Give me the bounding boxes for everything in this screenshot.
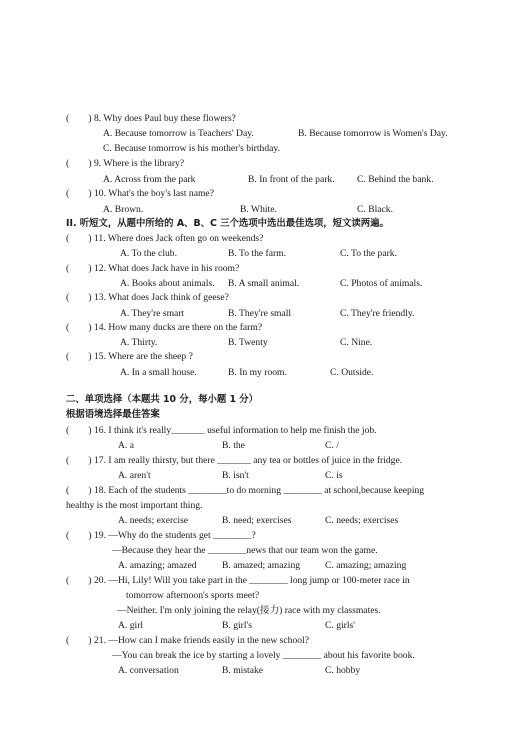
question-18-continued: healthy is the most important thing. xyxy=(66,500,203,511)
q14-option-c: C. Nine. xyxy=(340,337,373,348)
question-20-continued: tomorrow afternoon's sports meet? xyxy=(126,590,260,601)
question-12: ( ) 12. What does Jack have in his room? xyxy=(66,263,240,274)
q21-option-a: A. conversation xyxy=(118,665,179,676)
q15-option-b: B. In my room. xyxy=(228,367,287,378)
q11-option-a: A. To the club. xyxy=(120,248,177,259)
q15-option-a: A. In a small house. xyxy=(120,367,197,378)
question-20: ( ) 20. —Hi, Lily! Will you take part in the ________ long jump or 100-meter race in xyxy=(66,575,410,586)
listening-section-heading: II. 听短文，从题中所给的 A、B、C 三个选项中选出最佳选项，短文读两遍。 xyxy=(66,218,389,229)
q17-option-b: B. isn't xyxy=(222,470,249,481)
choice-section-subheading: 根据语境选择最佳答案 xyxy=(66,409,160,420)
q10-option-b: B. White. xyxy=(240,204,277,215)
q20-option-c: C. girls' xyxy=(325,620,355,631)
q11-option-c: C. To the park. xyxy=(340,248,397,259)
q17-option-a: A. aren't xyxy=(118,470,151,481)
q21-option-b: B. mistake xyxy=(222,665,264,676)
q9-option-b: B. In front of the park. xyxy=(248,174,335,185)
q14-option-b: B. Twenty xyxy=(228,337,268,348)
question-13: ( ) 13. What does Jack think of geese? xyxy=(66,292,229,303)
q15-option-c: C. Outside. xyxy=(330,367,374,378)
q16-option-a: A. a xyxy=(118,440,134,451)
q8-option-a: A. Because tomorrow is Teachers' Day. xyxy=(103,128,254,139)
q16-option-c: C. / xyxy=(325,440,339,451)
q19-option-a: A. amazing; amazed xyxy=(118,560,197,571)
q21-option-c: C. hobby xyxy=(325,665,361,676)
q8-option-c: C. Because tomorrow is his mother's birthday. xyxy=(103,143,280,154)
question-17: ( ) 17. I am really thirsty, but there _______ any tea or bottles of juice in the fridge. xyxy=(66,455,403,466)
q19-option-c: C. amazing; amazing xyxy=(325,560,407,571)
q11-option-b: B. To the farm. xyxy=(228,248,287,259)
q18-option-b: B. need; exercises xyxy=(222,515,292,526)
question-19: ( ) 19. —Why do the students get ________? xyxy=(66,530,256,541)
q13-option-b: B. They're small xyxy=(228,308,292,319)
q18-option-a: A. needs; exercise xyxy=(118,515,189,526)
question-20-reply: —Neither. I'm only joining the relay(接力) race with my classmates. xyxy=(117,605,381,616)
question-8: ( ) 8. Why does Paul buy these flowers? xyxy=(66,113,236,124)
question-21-reply: —You can break the ice by starting a lovely ________ about his favorite book. xyxy=(112,650,415,661)
q19-option-b: B. amazed; amazing xyxy=(222,560,301,571)
q13-option-a: A. They're smart xyxy=(120,308,185,319)
question-14: ( ) 14. How many ducks are there on the farm? xyxy=(66,322,263,333)
q16-option-b: B. the xyxy=(222,440,245,451)
q18-option-c: C. needs; exercises xyxy=(325,515,399,526)
question-11: ( ) 11. Where does Jack often go on weekends? xyxy=(66,233,264,244)
question-21: ( ) 21. —How can I make friends easily in the new school? xyxy=(66,635,309,646)
q10-option-a: A. Brown. xyxy=(103,204,144,215)
question-9: ( ) 9. Where is the library? xyxy=(66,158,185,169)
q12-option-c: C. Photos of animals. xyxy=(340,278,423,289)
q13-option-c: C. They're friendly. xyxy=(340,308,415,319)
q20-option-b: B. girl's xyxy=(222,620,252,631)
choice-section-heading: 二、单项选择（本题共 10 分，每小题 1 分） xyxy=(66,394,259,405)
question-15: ( ) 15. Where are the sheep ? xyxy=(66,351,193,362)
q20-option-a: A. girl xyxy=(118,620,144,631)
question-18: ( ) 18. Each of the students ________to do morning ________ at school,because keeping xyxy=(66,485,425,496)
q9-option-c: C. Behind the bank. xyxy=(357,174,434,185)
q14-option-a: A. Thirty. xyxy=(120,337,158,348)
q12-option-b: B. A small animal. xyxy=(228,278,300,289)
q17-option-c: C. is xyxy=(325,470,343,481)
q12-option-a: A. Books about animals. xyxy=(120,278,215,289)
q10-option-c: C. Black. xyxy=(357,204,393,215)
q9-option-a: A. Across from the park xyxy=(103,174,196,185)
question-19-reply: —Because they hear the ________news that our team won the game. xyxy=(112,545,378,556)
q8-option-b: B. Because tomorrow is Women's Day. xyxy=(298,128,448,139)
question-10: ( ) 10. What's the boy's last name? xyxy=(66,188,214,199)
question-16: ( ) 16. I think it's really_______ useful information to help me finish the job. xyxy=(66,425,377,436)
